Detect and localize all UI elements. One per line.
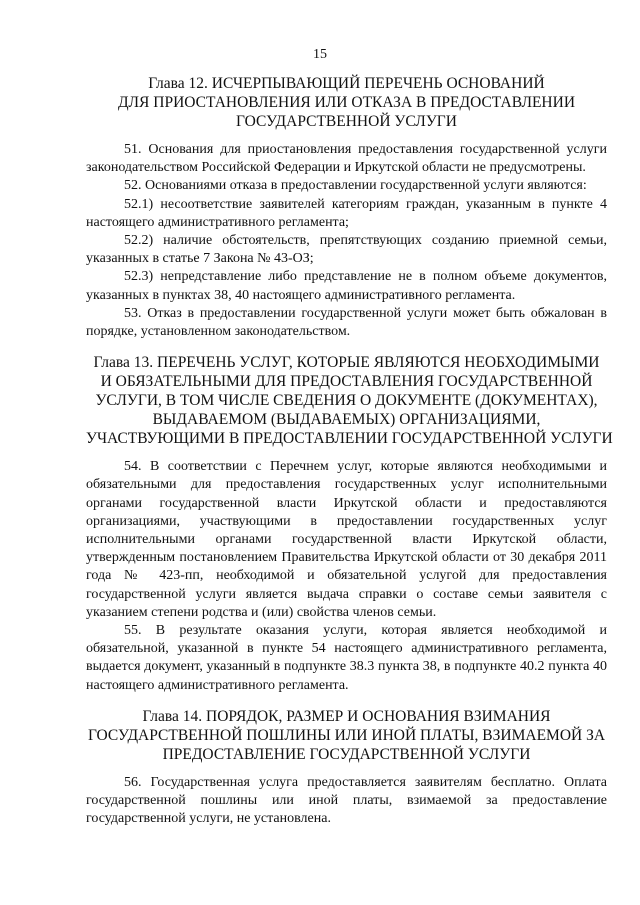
- heading-line: И ОБЯЗАТЕЛЬНЫМИ ДЛЯ ПРЕДОСТАВЛЕНИЯ ГОСУДАРСТВЕННОЙ: [100, 373, 593, 391]
- paragraph-52-2: 52.2) наличие обстоятельств, препятствующих созданию приемной семьи, указанных в статье 7 Закона № 43-ОЗ;: [86, 233, 607, 267]
- heading-line: ГОСУДАРСТВЕННОЙ УСЛУГИ: [236, 113, 457, 130]
- heading-line: ВЫДАВАЕМОМ (ВЫДАВАЕМЫХ) ОРГАНИЗАЦИЯМИ,: [152, 411, 541, 429]
- paragraph-54: 54. В соответствии с Перечнем услуг, которые являются необходимыми и обязательными для предоставления государственных услуг исполнительными органами государственной власти Иркутской области и предоставляются организациями, участвующими в предоставлении государственных услуг исполнительными органами государственной власти Иркутской области, утвержденным постановлением Правительства Иркутской области от 30 декабря 2011 года № 423-пп, необходимой и обязательной услугой для предоставления государственной услуги является выдача справки о составе семьи заявителя с указанием степени родства и (или) свойства членов семьи.: [86, 459, 607, 620]
- heading-line: ГОСУДАРСТВЕННОЙ ПОШЛИНЫ ИЛИ ИНОЙ ПЛАТЫ, ВЗИМАЕМОЙ ЗА: [87, 726, 606, 744]
- paragraph-56: 56. Государственная услуга предоставляется заявителям бесплатно. Оплата государственной пошлины или иной платы, взимаемой за предоставление государственной услуги, не установлена.: [86, 774, 607, 827]
- paragraph-52-3: 52.3) непредставление либо представление не в полном объеме документов, указанных в пунктах 38, 40 настоящего административного регламента.: [86, 269, 607, 303]
- heading-line: ДЛЯ ПРИОСТАНОВЛЕНИЯ ИЛИ ОТКАЗА В ПРЕДОСТАВЛЕНИИ: [117, 94, 576, 111]
- paragraph-52: 52. Основаниями отказа в предоставлении государственной услуги являются:: [124, 178, 587, 194]
- heading-line: Глава 13. ПЕРЕЧЕНЬ УСЛУГ, КОТОРЫЕ ЯВЛЯЮТСЯ НЕОБХОДИМЫМИ: [93, 354, 600, 372]
- chapter-13-heading: [86, 353, 613, 448]
- paragraph-53: 53. Отказ в предоставлении государственной услуги может быть обжалован в порядке, установленном законодательством.: [86, 305, 607, 340]
- heading-line: УЧАСТВУЮЩИМИ В ПРЕДОСТАВЛЕНИИ ГОСУДАРСТВЕННОЙ УСЛУГИ: [86, 430, 613, 448]
- heading-line: Глава 14. ПОРЯДОК, РАЗМЕР И ОСНОВАНИЯ ВЗИМАНИЯ: [142, 707, 551, 725]
- chapter-14-heading: [86, 707, 607, 764]
- page-number: 15: [313, 47, 327, 62]
- paragraph-55: 55. В результате оказания услуги, которая является необходимой и обязательной, указанной в пункте 54 настоящего административного регламента, выдается документ, указанный в подпункте 38.3 пункта 38, в подпункте 40.2 пункта 40 настоящего административного регламента.: [86, 623, 607, 693]
- heading-line: Глава 12. ИСЧЕРПЫВАЮЩИЙ ПЕРЕЧЕНЬ ОСНОВАНИЙ: [148, 75, 545, 92]
- chapter-12-heading: [86, 74, 607, 131]
- heading-line: ПРЕДОСТАВЛЕНИЕ ГОСУДАРСТВЕННОЙ УСЛУГИ: [162, 745, 531, 763]
- heading-line: УСЛУГИ, В ТОМ ЧИСЛЕ СВЕДЕНИЯ О ДОКУМЕНТЕ (ДОКУМЕНТАХ),: [95, 392, 598, 410]
- paragraph-51: 51. Основания для приостановления предоставления государственной услуги законодательством Российской Федерации и Иркутской области не предусмотрены.: [86, 142, 607, 176]
- page-content: [86, 74, 613, 828]
- paragraph-52-1: 52.1) несоответствие заявителей категориям граждан, указанным в пункте 4 настоящего административного регламента;: [86, 196, 607, 230]
